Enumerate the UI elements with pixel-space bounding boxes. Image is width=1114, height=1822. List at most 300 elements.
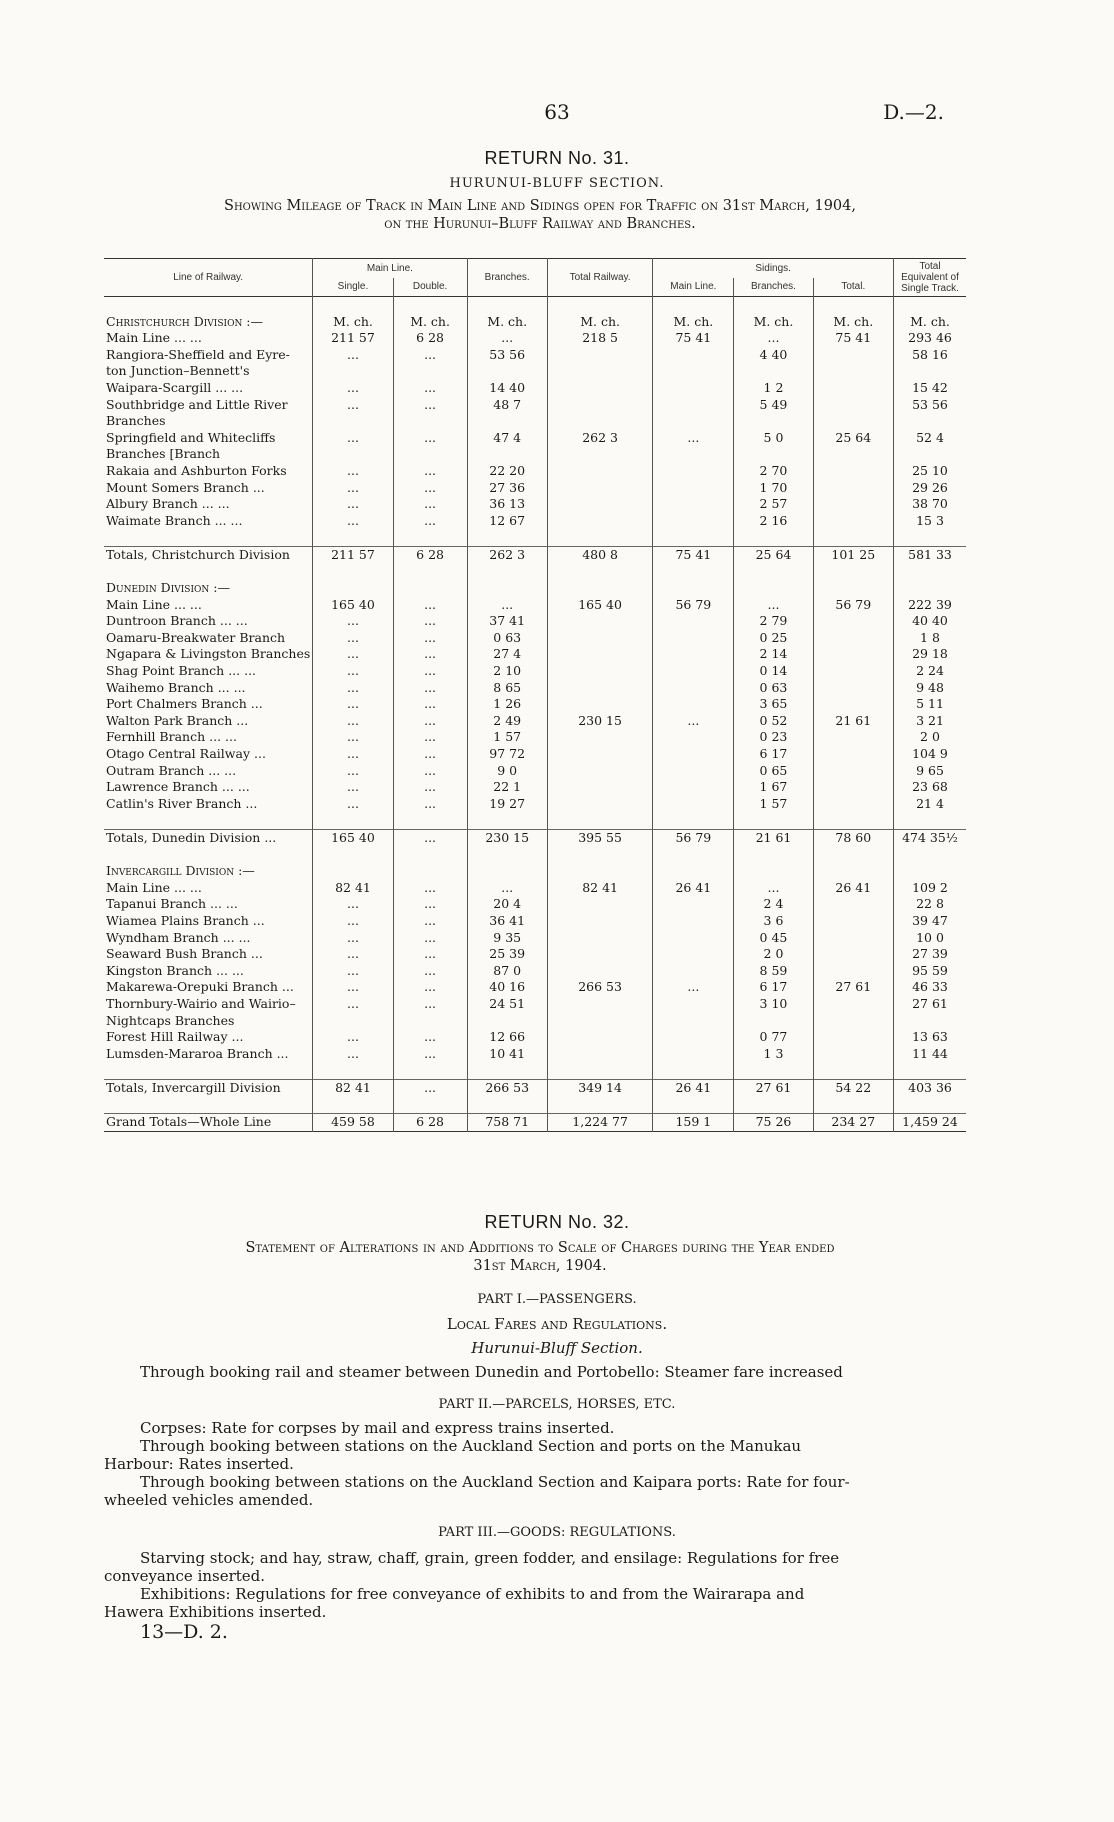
table-cell: 24 51 <box>467 996 547 1013</box>
table-cell <box>813 729 893 746</box>
table-cell: ... <box>393 696 467 713</box>
part-2-line-5: wheeled vehicles amended. <box>104 1491 314 1509</box>
part-3-line-4: Hawera Exhibitions inserted. <box>104 1603 327 1621</box>
table-cell <box>547 996 652 1013</box>
table-cell: ... <box>393 796 467 813</box>
table-cell <box>547 397 652 414</box>
table-row <box>104 496 966 513</box>
table-cell <box>547 946 652 963</box>
table-cell <box>653 896 734 913</box>
table-cell: 52 4 <box>916 429 944 445</box>
table-cell <box>813 397 893 414</box>
table-cell: ... <box>313 630 393 647</box>
return-32-subtitle-2: 31st March, 1904. <box>473 1258 607 1274</box>
row-label: Fernhill Branch ... ... <box>104 729 313 746</box>
table-row <box>104 413 966 430</box>
row-label: Main Line ... ... <box>104 330 313 347</box>
table-cell <box>653 463 734 480</box>
table-cell <box>547 480 652 497</box>
table-row <box>104 380 966 397</box>
table-row <box>104 713 966 730</box>
row-label: Grand Totals—Whole Line <box>104 1114 313 1132</box>
part-2-heading: PART II.—PARCELS, HORSES, ETC. <box>438 1397 676 1412</box>
row-label: Totals, Dunedin Division ... <box>104 830 313 847</box>
col-sidings: Sidings. <box>653 259 894 278</box>
totals-row <box>104 1079 966 1096</box>
table-cell: ... <box>313 680 393 697</box>
table-cell <box>653 513 734 530</box>
table-cell: 165 40 <box>313 597 393 614</box>
row-label: Shag Point Branch ... ... <box>104 663 313 680</box>
table-cell: ... <box>467 880 547 897</box>
table-cell: ... <box>653 430 734 447</box>
table-cell <box>547 646 652 663</box>
row-label: Albury Branch ... ... <box>104 496 313 513</box>
table-cell: 23 68 <box>912 779 948 795</box>
table-cell: ... <box>313 696 393 713</box>
table-row <box>104 1029 966 1046</box>
table-cell: 5 0 <box>734 430 813 447</box>
table-cell: ... <box>313 646 393 663</box>
part-1-text: Through booking rail and steamer between Dunedin and Portobello: Steamer fare increased <box>140 1363 843 1381</box>
part-3-line-2: conveyance inserted. <box>104 1567 266 1585</box>
row-label: Forest Hill Railway ... <box>104 1029 313 1046</box>
table-cell <box>547 496 652 513</box>
table-cell: 2 0 <box>734 946 813 963</box>
table-cell: 14 40 <box>467 380 547 397</box>
table-cell: 2 14 <box>734 646 813 663</box>
table-cell: 104 9 <box>912 746 948 762</box>
table-cell: 581 33 <box>894 546 967 563</box>
col-total-railway: Total Railway. <box>547 259 652 297</box>
division-heading: Christchurch Division :— <box>104 314 313 331</box>
table-cell <box>734 413 813 430</box>
table-cell <box>813 463 893 480</box>
row-label: Makarewa-Orepuki Branch ... <box>104 979 313 996</box>
table-cell: 27 61 <box>813 979 893 996</box>
unit-label: M. ch. <box>734 314 813 331</box>
col-double: Double. <box>393 278 467 297</box>
table-cell: 230 15 <box>547 713 652 730</box>
table-cell: 0 63 <box>734 680 813 697</box>
table-row <box>104 597 966 614</box>
table-row <box>104 763 966 780</box>
row-label: Outram Branch ... ... <box>104 763 313 780</box>
table-cell: 13 63 <box>912 1029 948 1045</box>
table-cell <box>547 413 652 430</box>
part-2-line-4: Through booking between stations on the Auckland Section and Kaipara ports: Rate for four- <box>140 1473 850 1491</box>
table-cell: ... <box>393 830 467 847</box>
part-3-line-1: Starving stock; and hay, straw, chaff, grain, green fodder, and ensilage: Regulations for free <box>140 1549 840 1567</box>
row-label: Springfield and Whitecliffs <box>104 430 313 447</box>
table-cell: 75 41 <box>653 546 734 563</box>
table-cell <box>467 446 547 463</box>
table-cell: 20 4 <box>467 896 547 913</box>
unit-label: M. ch. <box>393 314 467 331</box>
col-branches: Branches. <box>467 259 547 297</box>
part-3-line-3: Exhibitions: Regulations for free conveyance of exhibits to and from the Wairarapa and <box>140 1585 805 1603</box>
table-cell <box>653 480 734 497</box>
local-fares-heading: Local Fares and Regulations. <box>446 1315 668 1333</box>
row-label: Main Line ... ... <box>104 880 313 897</box>
table-cell: 4 40 <box>734 347 813 364</box>
table-cell <box>734 363 813 380</box>
table-cell: ... <box>393 380 467 397</box>
table-cell <box>813 930 893 947</box>
table-cell <box>547 680 652 697</box>
table-cell: 8 65 <box>467 680 547 697</box>
table-cell: ... <box>313 513 393 530</box>
table-cell <box>653 763 734 780</box>
table-cell: 218 5 <box>547 330 652 347</box>
table-cell: 40 16 <box>467 979 547 996</box>
table-cell: 54 22 <box>813 1079 893 1096</box>
col-sid-main: Main Line. <box>653 278 734 297</box>
table-cell: 1 3 <box>734 1046 813 1063</box>
table-cell: ... <box>313 397 393 414</box>
table-row <box>104 696 966 713</box>
row-label: Catlin's River Branch ... <box>104 796 313 813</box>
table-cell: ... <box>653 713 734 730</box>
table-cell: 230 15 <box>467 830 547 847</box>
table-cell <box>467 363 547 380</box>
table-row <box>104 963 966 980</box>
table-row <box>104 646 966 663</box>
table-cell: ... <box>734 330 813 347</box>
table-cell: 0 65 <box>734 763 813 780</box>
table-cell <box>653 630 734 647</box>
table-cell <box>813 1029 893 1046</box>
table-cell: ... <box>313 480 393 497</box>
table-cell: 3 10 <box>734 996 813 1013</box>
table-cell: 2 70 <box>734 463 813 480</box>
row-label: Wyndham Branch ... ... <box>104 930 313 947</box>
table-cell <box>547 729 652 746</box>
table-row <box>104 1013 966 1030</box>
table-cell: ... <box>393 979 467 996</box>
row-label: Branches [Branch <box>104 446 313 463</box>
table-cell <box>813 746 893 763</box>
division-heading-row <box>104 580 966 597</box>
table-cell <box>653 913 734 930</box>
table-cell: ... <box>313 796 393 813</box>
table-cell <box>813 763 893 780</box>
return-32-title: RETURN No. 32. <box>484 1212 630 1232</box>
table-cell: 2 24 <box>916 663 944 679</box>
table-cell: 56 79 <box>653 830 734 847</box>
table-cell: 29 26 <box>912 479 948 495</box>
table-cell <box>547 630 652 647</box>
table-cell: ... <box>393 397 467 414</box>
table-cell <box>813 480 893 497</box>
row-label: Waipara-Scargill ... ... <box>104 380 313 397</box>
table-cell: 2 16 <box>734 513 813 530</box>
unit-label: M. ch. <box>910 313 950 329</box>
row-label: Lumsden-Mararoa Branch ... <box>104 1046 313 1063</box>
table-cell <box>653 696 734 713</box>
table-cell <box>813 963 893 980</box>
return-31-subtitle-1: Showing Mileage of Track in Main Line and Sidings open for Traffic on 31st March, 1904, <box>224 198 856 214</box>
table-cell <box>393 363 467 380</box>
table-row <box>104 930 966 947</box>
table-row <box>104 446 966 463</box>
table-cell <box>653 613 734 630</box>
table-cell: ... <box>393 463 467 480</box>
table-cell: ... <box>393 746 467 763</box>
table-cell: 15 3 <box>916 512 944 528</box>
table-cell <box>813 796 893 813</box>
table-cell <box>813 347 893 364</box>
table-cell: 0 77 <box>734 1029 813 1046</box>
table-cell <box>653 413 734 430</box>
col-single: Single. <box>313 278 393 297</box>
row-label: Thornbury-Wairio and Wairio– <box>104 996 313 1013</box>
table-row <box>104 397 966 414</box>
table-cell: 262 3 <box>547 430 652 447</box>
division-heading-row <box>104 314 966 331</box>
table-cell: 25 64 <box>813 430 893 447</box>
table-row <box>104 330 966 347</box>
table-cell <box>653 397 734 414</box>
table-cell <box>813 913 893 930</box>
row-label: Main Line ... ... <box>104 597 313 614</box>
table-cell: ... <box>313 930 393 947</box>
table-cell <box>653 946 734 963</box>
table-cell: 0 23 <box>734 729 813 746</box>
col-equivalent: Total Equivalent of Single Track. <box>901 261 959 294</box>
table-cell: 37 41 <box>467 613 547 630</box>
table-cell: ... <box>467 330 547 347</box>
table-cell <box>813 696 893 713</box>
part-1-heading: PART I.—PASSENGERS. <box>477 1292 637 1307</box>
table-cell: ... <box>393 946 467 963</box>
table-cell <box>653 963 734 980</box>
unit-label: M. ch. <box>313 314 393 331</box>
table-cell: 1,459 24 <box>894 1114 967 1132</box>
table-cell: 1 57 <box>467 729 547 746</box>
table-cell <box>813 380 893 397</box>
table-cell: ... <box>313 779 393 796</box>
table-row <box>104 1046 966 1063</box>
table-cell: 480 8 <box>547 546 652 563</box>
table-cell: 82 41 <box>313 880 393 897</box>
table-cell: ... <box>393 880 467 897</box>
table-cell: ... <box>393 779 467 796</box>
table-cell: ... <box>393 630 467 647</box>
table-cell: ... <box>313 979 393 996</box>
row-label: Mount Somers Branch ... <box>104 480 313 497</box>
table-cell <box>813 630 893 647</box>
row-label: Waihemo Branch ... ... <box>104 680 313 697</box>
table-cell <box>547 513 652 530</box>
table-cell: 97 72 <box>467 746 547 763</box>
table-cell: ... <box>393 913 467 930</box>
table-cell: 9 0 <box>467 763 547 780</box>
table-cell: 0 14 <box>734 663 813 680</box>
table-cell <box>653 779 734 796</box>
table-cell: 234 27 <box>813 1114 893 1132</box>
table-cell: 6 28 <box>393 330 467 347</box>
table-cell: 211 57 <box>313 546 393 563</box>
table-row <box>104 430 966 447</box>
table-cell: 266 53 <box>547 979 652 996</box>
row-label: Walton Park Branch ... <box>104 713 313 730</box>
row-label: Otago Central Railway ... <box>104 746 313 763</box>
table-cell: 27 61 <box>734 1079 813 1096</box>
table-cell: 109 2 <box>912 879 948 895</box>
table-cell <box>547 613 652 630</box>
table-cell <box>813 663 893 680</box>
table-cell: 58 16 <box>912 346 948 362</box>
table-row <box>104 946 966 963</box>
table-cell <box>313 363 393 380</box>
table-cell <box>547 380 652 397</box>
table-cell: ... <box>393 347 467 364</box>
table-cell <box>547 913 652 930</box>
table-cell: 25 64 <box>734 546 813 563</box>
table-row <box>104 363 966 380</box>
table-cell: 9 48 <box>916 679 944 695</box>
table-cell: 3 65 <box>734 696 813 713</box>
table-cell <box>813 646 893 663</box>
table-row <box>104 480 966 497</box>
table-cell: 1 57 <box>734 796 813 813</box>
table-cell <box>547 779 652 796</box>
return-31-title: RETURN No. 31. <box>484 148 630 168</box>
table-cell: ... <box>467 597 547 614</box>
table-cell: ... <box>313 430 393 447</box>
table-cell <box>547 446 652 463</box>
table-cell: 6 17 <box>734 979 813 996</box>
table-cell <box>653 380 734 397</box>
table-cell: ... <box>393 729 467 746</box>
table-cell: 10 0 <box>916 929 944 945</box>
table-cell: ... <box>313 763 393 780</box>
table-cell <box>547 763 652 780</box>
table-cell: 26 41 <box>653 880 734 897</box>
table-cell <box>813 1013 893 1030</box>
table-cell <box>894 413 967 430</box>
table-cell: ... <box>313 1046 393 1063</box>
part-2-line-1: Corpses: Rate for corpses by mail and express trains inserted. <box>140 1419 615 1437</box>
table-cell: 3 6 <box>734 913 813 930</box>
table-cell: ... <box>313 380 393 397</box>
row-label: Tapanui Branch ... ... <box>104 896 313 913</box>
table-cell: 82 41 <box>547 880 652 897</box>
row-label: Lawrence Branch ... ... <box>104 779 313 796</box>
division-heading-row <box>104 863 966 880</box>
table-cell: ... <box>393 480 467 497</box>
table-cell: 165 40 <box>313 830 393 847</box>
table-cell: 12 66 <box>467 1029 547 1046</box>
division-heading: Dunedin Division :— <box>104 580 313 597</box>
table-row <box>104 880 966 897</box>
table-cell <box>653 663 734 680</box>
table-cell: 78 60 <box>813 830 893 847</box>
table-cell <box>813 513 893 530</box>
table-cell: 6 28 <box>393 546 467 563</box>
table-cell: 1 26 <box>467 696 547 713</box>
table-cell: ... <box>393 1046 467 1063</box>
table-cell: 75 26 <box>734 1114 813 1132</box>
table-cell: 0 45 <box>734 930 813 947</box>
table-cell: 2 79 <box>734 613 813 630</box>
table-cell: 9 35 <box>467 930 547 947</box>
table-cell: 53 56 <box>467 347 547 364</box>
table-cell: 3 21 <box>916 712 944 728</box>
table-cell: 10 41 <box>467 1046 547 1063</box>
table-cell: ... <box>313 946 393 963</box>
table-row <box>104 896 966 913</box>
table-row <box>104 513 966 530</box>
table-cell: 27 39 <box>912 946 948 962</box>
table-body <box>104 297 966 1132</box>
page-number: 63 <box>544 100 570 124</box>
table-cell: 2 57 <box>734 496 813 513</box>
table-cell: 6 17 <box>734 746 813 763</box>
table-cell: ... <box>393 1079 467 1096</box>
table-cell <box>653 746 734 763</box>
table-cell: ... <box>393 963 467 980</box>
table-cell <box>547 796 652 813</box>
table-cell <box>653 796 734 813</box>
table-cell <box>547 696 652 713</box>
table-cell: 21 61 <box>734 830 813 847</box>
table-cell: 403 36 <box>894 1079 967 1096</box>
table-cell <box>653 1029 734 1046</box>
table-cell: ... <box>393 1029 467 1046</box>
row-label: ton Junction–Bennett's <box>104 363 313 380</box>
table-cell: 5 49 <box>734 397 813 414</box>
table-cell <box>894 363 967 380</box>
table-cell: 75 41 <box>653 330 734 347</box>
row-label: Rangiora-Sheffield and Eyre- <box>104 347 313 364</box>
table-cell <box>547 930 652 947</box>
table-row <box>104 663 966 680</box>
table-cell: 82 41 <box>313 1079 393 1096</box>
table-cell: ... <box>734 597 813 614</box>
row-label: Totals, Christchurch Division <box>104 546 313 563</box>
table-cell: 26 41 <box>813 880 893 897</box>
unit-label: M. ch. <box>547 314 652 331</box>
table-cell: ... <box>734 880 813 897</box>
table-row <box>104 630 966 647</box>
table-cell <box>813 1046 893 1063</box>
table-cell <box>547 1046 652 1063</box>
table-cell <box>467 1013 547 1030</box>
table-cell: 0 63 <box>467 630 547 647</box>
table-cell: 19 27 <box>467 796 547 813</box>
table-cell: 2 49 <box>467 713 547 730</box>
table-cell <box>813 496 893 513</box>
totals-row <box>104 546 966 563</box>
table-cell: 36 41 <box>467 913 547 930</box>
table-cell: 22 1 <box>467 779 547 796</box>
table-cell <box>653 729 734 746</box>
table-cell <box>393 413 467 430</box>
table-cell: 101 25 <box>813 546 893 563</box>
table-cell <box>813 779 893 796</box>
table-cell <box>653 363 734 380</box>
table-cell: 26 41 <box>653 1079 734 1096</box>
table-cell <box>653 446 734 463</box>
row-label: Totals, Invercargill Division <box>104 1079 313 1096</box>
table-cell: ... <box>313 996 393 1013</box>
table-row <box>104 979 966 996</box>
table-cell: 395 55 <box>547 830 652 847</box>
table-cell: 2 4 <box>734 896 813 913</box>
table-cell: ... <box>393 430 467 447</box>
